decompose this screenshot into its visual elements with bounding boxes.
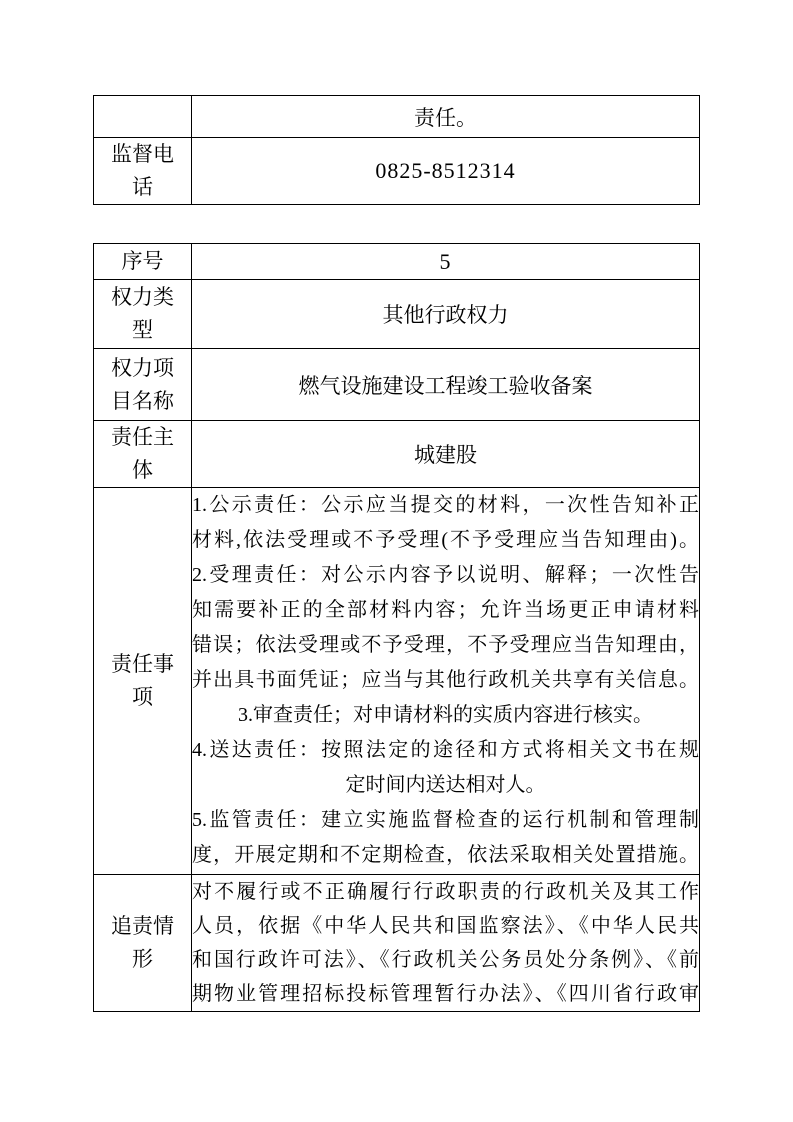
duty-line: 材料,依法受理或不予受理(不予受理应当告知理由)。 <box>192 529 699 551</box>
responsible-body-label-cell <box>94 421 192 488</box>
project-name-value-cell <box>192 349 700 421</box>
row-label: 监督电话 <box>111 142 174 199</box>
power-type-value-cell <box>192 280 700 349</box>
table-row <box>94 488 700 875</box>
duty-line: 错误；依法受理或不予受理，不予受理应当告知理由， <box>192 634 699 656</box>
accountability-line: 对不履行或不正确履行行政职责的行政机关及其工作 <box>192 881 699 903</box>
phone-label-cell <box>94 138 192 205</box>
duty-items-text-cell <box>192 488 700 875</box>
project-name-label-cell <box>94 349 192 421</box>
serial-number: 5 <box>439 248 452 274</box>
table-row <box>94 96 700 138</box>
row-label: 责任事项 <box>111 652 174 709</box>
duty-line: 1.公示责任：公示应当提交的材料，一次性告知补正 <box>192 494 699 516</box>
duty-line: 2.受理责任：对公示内容予以说明、解释；一次性告 <box>192 564 699 586</box>
row-label: 权力类型 <box>111 285 174 342</box>
responsible-body-value-cell <box>192 421 700 488</box>
accountability-label-cell <box>94 875 192 1012</box>
project-name-value: 燃气设施建设工程竣工验收备案 <box>298 373 593 398</box>
continuation-text-cell <box>192 96 700 138</box>
supervision-table <box>93 95 700 205</box>
power-record-table <box>93 243 700 1012</box>
power-type-value: 其他行政权力 <box>382 303 509 327</box>
serial-value-cell <box>192 244 700 280</box>
empty-label-cell <box>94 96 192 138</box>
table-row <box>94 280 700 349</box>
accountability-line: 人员，依据《中华人民共和国监察法》、《中华人民共 <box>192 915 699 937</box>
table-row <box>94 138 700 205</box>
duty-line: 并出具书面凭证；应当与其他行政机关共享有关信息。 <box>192 669 699 691</box>
table-row <box>94 875 700 1012</box>
row-label: 追责情形 <box>111 914 174 971</box>
duty-line: 4.送达责任：按照法定的途径和方式将相关文书在规 <box>192 739 699 761</box>
phone-number: 0825-8512314 <box>375 158 516 183</box>
row-label: 序号 <box>121 249 164 273</box>
row-label: 责任主体 <box>111 425 174 482</box>
phone-value-cell <box>192 138 700 205</box>
duty-line: 5.监管责任：建立实施监督检查的运行机制和管理制 <box>192 809 699 831</box>
duty-line: 知需要补正的全部材料内容；允许当场更正申请材料 <box>192 599 699 621</box>
duty-line: 定时间内送达相对人。 <box>345 774 546 796</box>
accountability-line: 和国行政许可法》、《行政机关公务员处分条例》、《前 <box>192 949 699 971</box>
duty-line: 3.审查责任；对申请材料的实质内容进行核实。 <box>238 704 653 726</box>
continuation-text: 责任。 <box>414 105 477 130</box>
row-label: 权力项目名称 <box>111 355 174 413</box>
power-type-label-cell <box>94 280 192 349</box>
table-row <box>94 421 700 488</box>
serial-label-cell <box>94 244 192 280</box>
accountability-text-cell <box>192 875 700 1012</box>
duty-line: 度，开展定期和不定期检查，依法采取相关处置措施。 <box>192 844 699 866</box>
duty-items-label-cell <box>94 488 192 875</box>
table-row <box>94 244 700 280</box>
accountability-line: 期物业管理招标投标管理暂行办法》、《四川省行政审 <box>192 983 699 1005</box>
responsible-body-value: 城建股 <box>414 443 477 467</box>
table-row <box>94 349 700 421</box>
